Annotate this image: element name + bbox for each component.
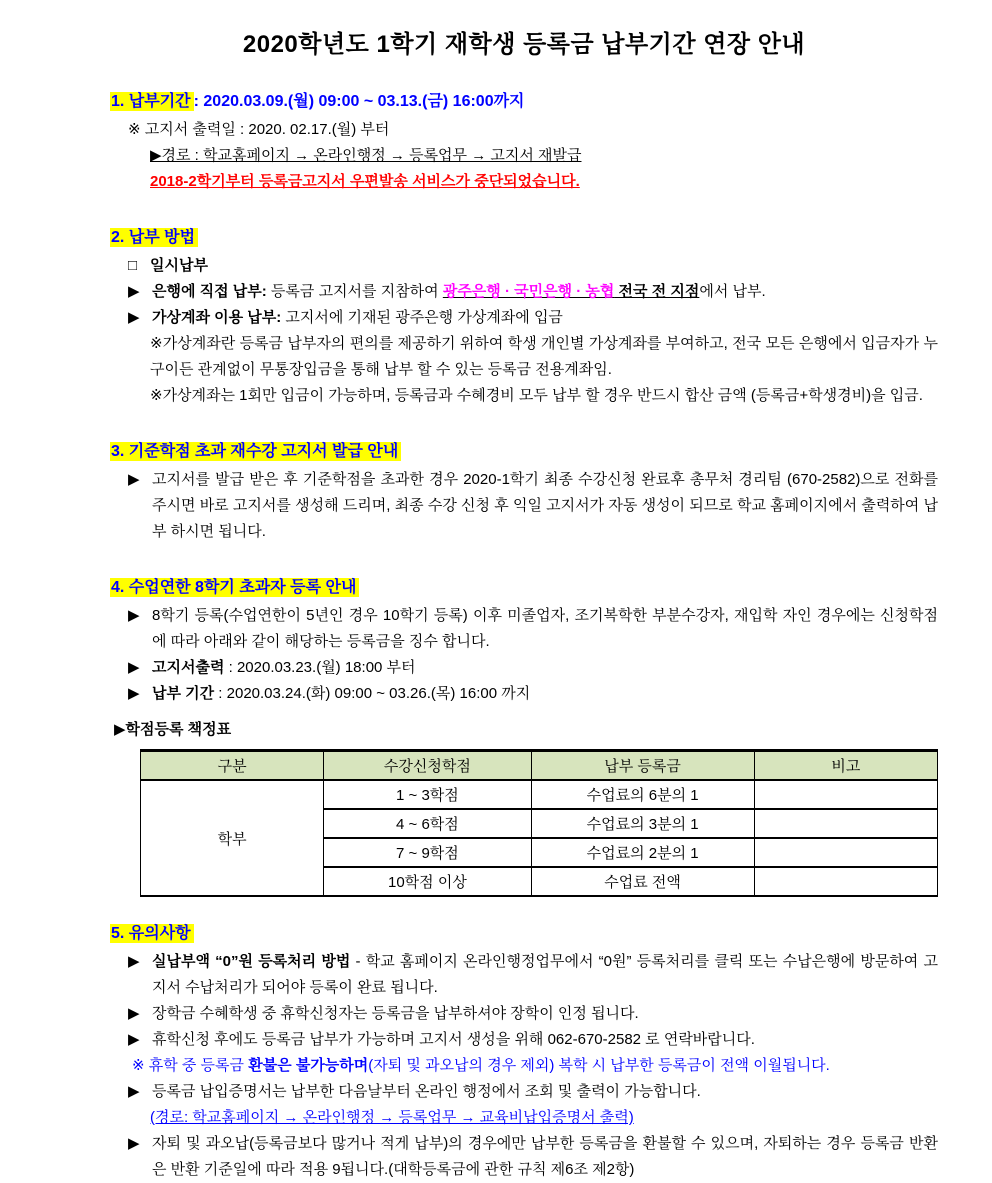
section-1-heading-dates: : 2020.03.09.(월) 09:00 ~ 03.13.(금) 16:00까지 [193,93,525,110]
square-bullet-icon: □ [128,257,138,274]
payment-window-item [128,681,938,707]
note-cell [754,809,937,838]
triangle-bullet-icon: ▶ [128,471,140,488]
bill-print-label: 고지서출력 [152,659,225,676]
section-1-heading-highlight: 1. 납부기간 [110,92,194,111]
bank-payment-lead: 등록금 고지서를 지참하여 [266,283,443,300]
payment-window-label: 납부 기간 [152,685,215,702]
zero-won-item [128,949,938,1001]
lump-sum-label: 일시납부 [150,257,208,274]
section-over-8th-semester [110,575,938,897]
payment-window-value: : 2020.03.24.(화) 09:00 ~ 03.26.(목) 16:00 까지 [214,685,531,702]
section-payment-method [110,225,938,409]
credits-cell: 7 ~ 9학점 [324,838,531,867]
leave-payment-item [128,1027,938,1053]
mail-service-warning: 2018-2학기부터 등록금고지서 우편발송 서비스가 중단되었습니다. [150,173,580,190]
certificate-path: (경로: 학교홈페이지 → 온라인행정 → 등록업무 → 교육비납입증명서 출력) [150,1109,634,1126]
group-cell-undergrad: 학부 [141,780,324,896]
section-4-heading-highlight: 4. 수업연한 8학기 초과자 등록 안내 [110,578,359,597]
bank-list-underlined [443,283,700,300]
triangle-bullet-icon: ▶ [128,1005,140,1022]
bank-names: 광주은행 · 국민은행 · 농협 [442,283,615,300]
fee-table-header-row [141,751,938,781]
fee-table-title: ▶학점등록 책정표 [114,721,232,738]
bank-branches: 전국 전 지점 [614,283,700,300]
virtual-account-text [152,305,938,331]
fee-cell: 수업료의 2분의 1 [531,838,754,867]
bank-payment-item [128,279,938,305]
virtual-account-note-1: ※가상계좌란 등록금 납부자의 편의를 제공하기 위하여 학생 개인별 가상계좌를 부여하고, 전국 모든 은행에서 입금자가 누구이든 관계없이 무통장입금을 통해 납부 할 수 있는 등록금 전용계좌임. [150,335,938,378]
note-cell [754,838,937,867]
triangle-bullet-icon: ▶ [128,1135,140,1152]
over-semester-body: 8학기 등록(수업연한이 5년인 경우 10학기 등록) 이후 미졸업자, 조기복학한 부분수강자, 재입학 자인 경우에는 신청학점에 따라 아래와 같이 해당하는 등록금을 징수 합니다. [152,607,938,650]
payment-window-text [152,681,938,707]
page-title: 2020학년도 1학기 재학생 등록금 납부기간 연장 안내 [242,31,806,58]
bill-print-item [128,655,938,681]
triangle-bullet-icon: ▶ [128,1083,140,1100]
fee-cell: 수업료의 3분의 1 [531,809,754,838]
retake-bill-body: 고지서를 발급 받은 후 기준학점을 초과한 경우 2020-1학기 최종 수강신청 완료후 총무처 경리팀 (670-2582)으로 전화를 주시면 바로 고지서를 생성해 드리며, 최종 수강 신청 후 익일 고지서가 자동 생성이 되므로 학교 홈페이지에서 출력하여 납부 하시면 됩니다. [152,471,938,540]
leave-payment-text: 휴학신청 후에도 등록금 납부가 가능하며 고지서 생성을 위해 062-670-2582 로 연락바랍니다. [152,1031,755,1048]
header-credits: 수강신청학점 [324,751,531,781]
zero-won-label: 실납부액 “0”원 등록처리 방법 [152,953,351,970]
scholarship-text: 장학금 수혜학생 중 휴학신청자는 등록금을 납부하셔야 장학이 인정 됩니다. [152,1005,639,1022]
payment-certificate-text: 등록금 납입증명서는 납부한 다음날부터 온라인 행정에서 조회 및 출력이 가능합니다. [152,1083,701,1100]
fee-cell: 수업료의 6분의 1 [531,780,754,809]
bill-print-value: : 2020.03.23.(월) 18:00 부터 [224,659,416,676]
section-3-heading [110,439,938,465]
scholarship-item [128,1001,938,1027]
section-2-heading [110,225,938,251]
section-1-heading [110,89,938,115]
bank-payment-label: 은행에 직접 납부: [152,283,267,300]
retake-bill-body-item [128,467,938,545]
section-5-heading [110,921,938,947]
section-payment-period [110,89,938,195]
section-notes [110,921,938,1183]
note-cell [754,780,937,809]
header-gubun: 구분 [141,751,324,781]
triangle-bullet-icon: ▶ [128,309,140,326]
refund-note-line [132,1053,938,1079]
fee-cell: 수업료 전액 [531,867,754,896]
triangle-bullet-icon: ▶ [128,1031,140,1048]
triangle-bullet-icon: ▶ [128,659,140,676]
triangle-bullet-icon: ▶ [128,607,140,624]
note-cell [754,867,937,896]
refund-note-rest: (자퇴 및 과오납의 경우 제외) 복학 시 납부한 등록금이 전액 이월됩니다. [368,1057,830,1074]
lump-sum-item [128,253,938,279]
payment-certificate-item [128,1079,938,1105]
section-4-heading [110,575,938,601]
bank-payment-text [152,279,938,305]
virtual-account-item [128,305,938,331]
refund-note-bold: 환불은 불가능하며 [248,1057,369,1074]
over-semester-body-item [128,603,938,655]
zero-won-rest: - 학교 홈페이지 온라인행정업무에서 “0원” 등록처리를 클릭 또는 수납은행에 방문하여 고지서 수납처리가 되어야 등록이 완료 됩니다. [152,953,938,996]
virtual-account-label: 가상계좌 이용 납부: [152,309,282,326]
virtual-account-note-2: ※가상계좌는 1회만 입금이 가능하며, 등록금과 수혜경비 모두 납부 할 경우 반드시 합산 금액 (등록금+학생경비)을 입금. [150,387,923,404]
triangle-bullet-icon: ▶ [128,685,140,702]
section-5-heading-highlight: 5. 유의사항 [110,924,194,943]
credits-cell: 1 ~ 3학점 [324,780,531,809]
header-fee: 납부 등록금 [531,751,754,781]
credits-cell: 4 ~ 6학점 [324,809,531,838]
zero-won-text [152,949,938,1001]
triangle-bullet-icon: ▶ [128,283,140,300]
bill-reissue-path: ▶경로 : 학교홈페이지 → 온라인행정 → 등록업무 → 고지서 재발급 [150,147,582,164]
section-3-heading-highlight: 3. 기준학점 초과 재수강 고지서 발급 안내 [110,442,401,461]
virtual-account-lead: 고지서에 기재된 광주은행 가상계좌에 입금 [281,309,563,326]
credit-fee-table [140,749,938,897]
withdrawal-refund-text: 자퇴 및 과오납(등록금보다 많거나 적게 납부)의 경우에만 납부한 등록금을 환불할 수 있으며, 자퇴하는 경우 등록금 반환은 반환 기준일에 따라 적용 9됩니다.(대학등록금에 관한 규칙 제6조 제2항) [152,1135,938,1178]
bill-print-date-note: ※ 고지서 출력일 : 2020. 02.17.(월) 부터 [128,121,390,138]
table-row [141,780,938,809]
bill-print-text [152,655,938,681]
header-note: 비고 [754,751,937,781]
withdrawal-refund-item [128,1131,938,1183]
refund-note-pre: ※ 휴학 중 등록금 [132,1057,249,1074]
credits-cell: 10학점 이상 [324,867,531,896]
section-2-heading-highlight: 2. 납부 방법 [110,228,198,247]
triangle-bullet-icon: ▶ [128,953,140,970]
bank-payment-tail: 에서 납부. [699,283,766,300]
section-retake-bill [110,439,938,545]
